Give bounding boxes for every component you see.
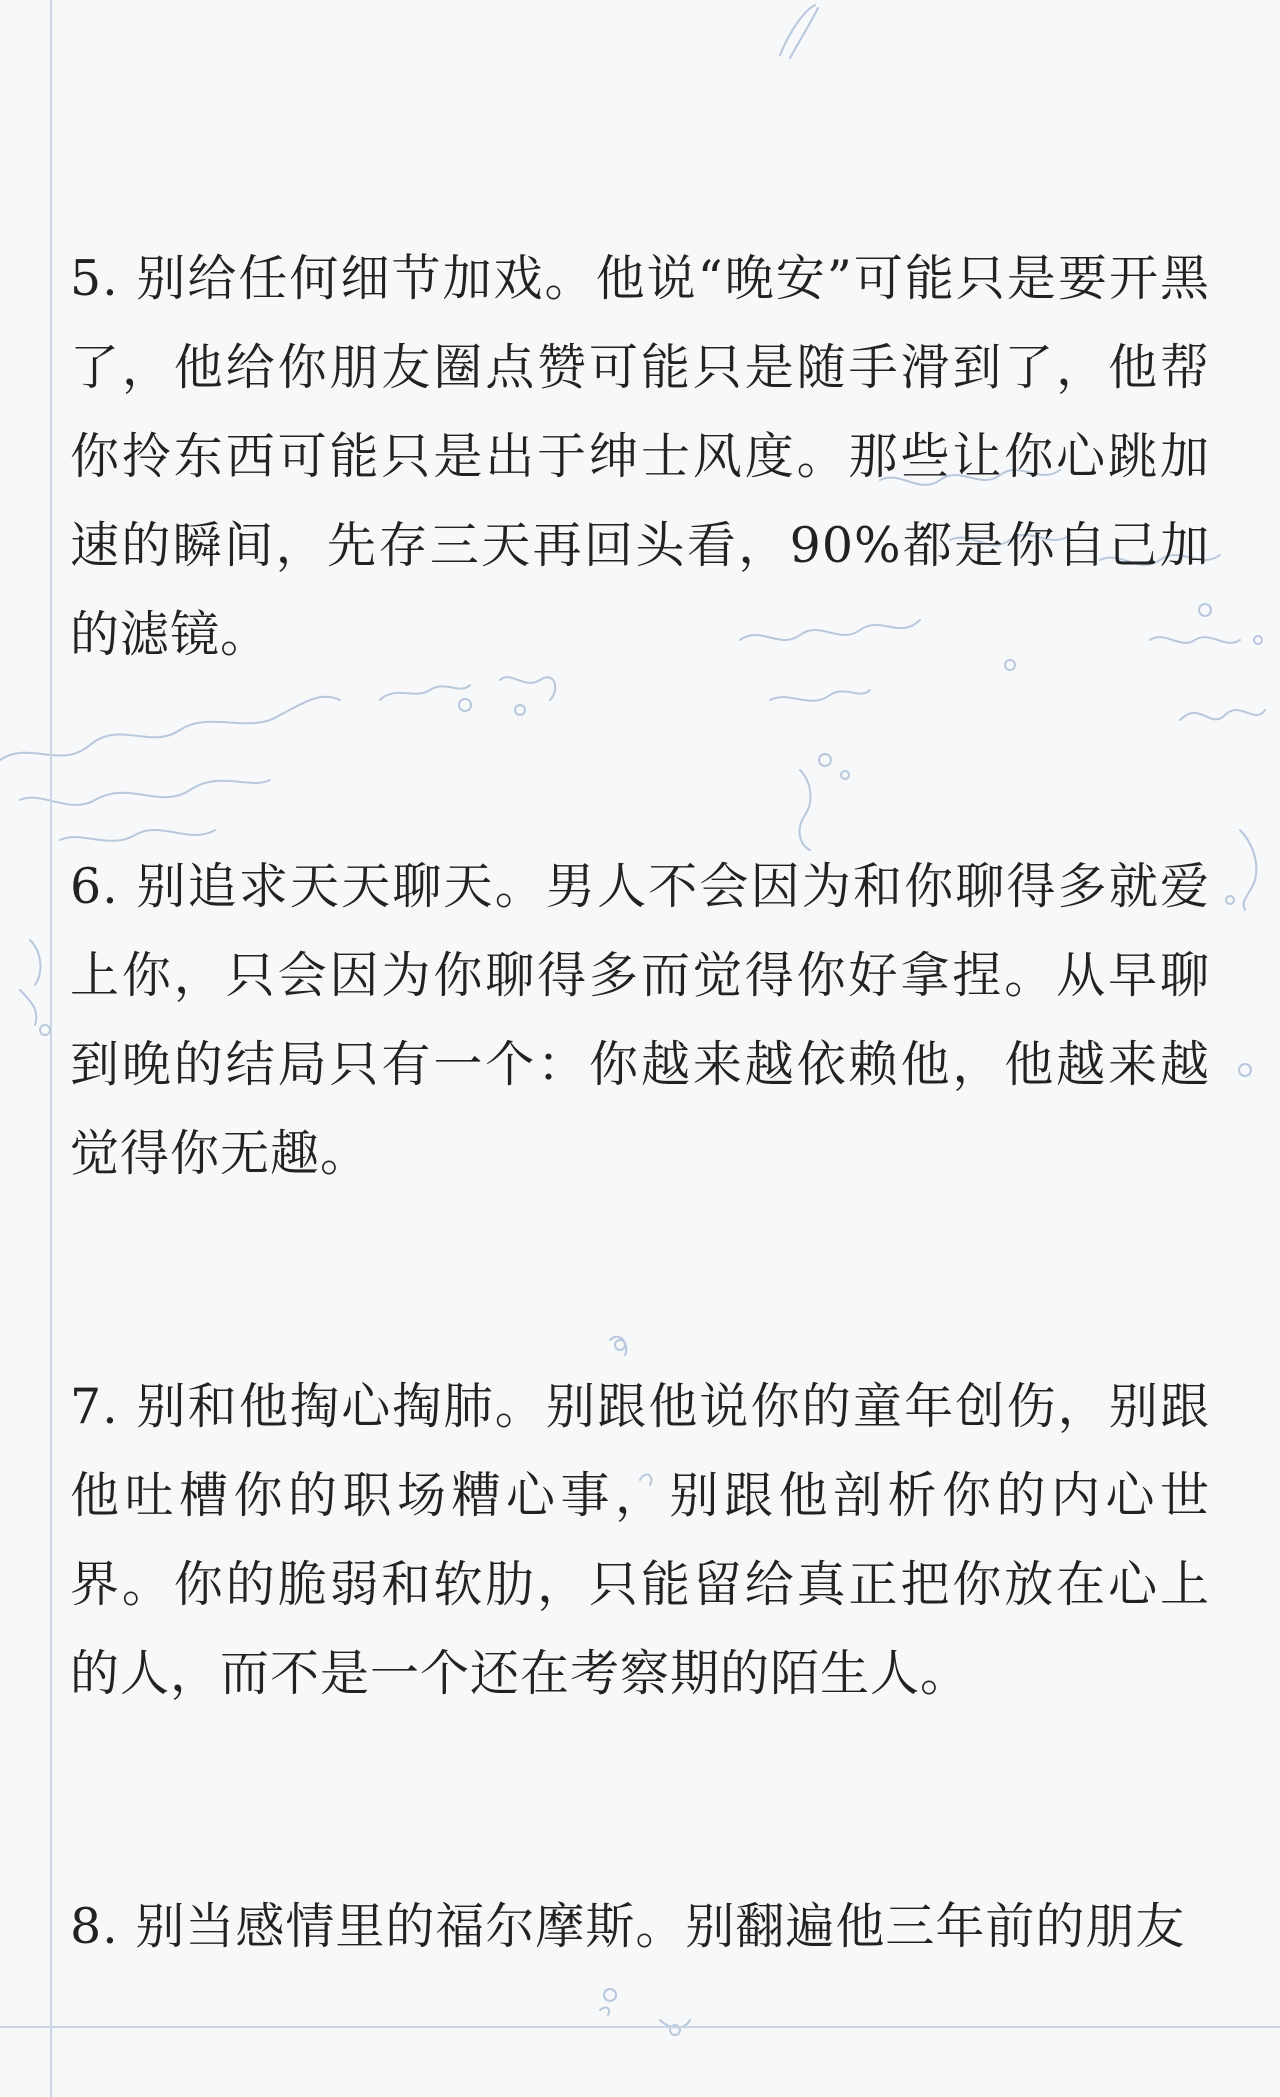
paragraph-8: 8. 别当感情里的福尔摩斯。别翻遍他三年前的朋友 bbox=[70, 1898, 1186, 1955]
paragraph-5: 5. 别给任何细节加戏。他说“晚安”可能只是要开黑了，他给你朋友圈点赞可能只是随手滑到了，他帮你拎东西可能只是出于绅士风度。那些让你心跳加速的瞬间，先存三天再回头看，90%都是你自己加的滤镜。 bbox=[70, 250, 1210, 663]
paragraph-6: 6. 别追求天天聊天。男人不会因为和你聊得多就爱上你，只会因为你聊得多而觉得你好拿捏。从早聊到晚的结局只有一个：你越来越依赖他，他越来越觉得你无趣。 bbox=[70, 858, 1210, 1182]
bottom-margin-rule bbox=[0, 2026, 1280, 2028]
left-margin-rule bbox=[50, 0, 52, 2097]
paragraph-7: 7. 别和他掏心掏肺。别跟他说你的童年创伤，别跟他吐槽你的职场糟心事，别跟他剖析你的内心世界。你的脆弱和软肋，只能留给真正把你放在心上的人，而不是一个还在考察期的陌生人。 bbox=[70, 1378, 1210, 1702]
